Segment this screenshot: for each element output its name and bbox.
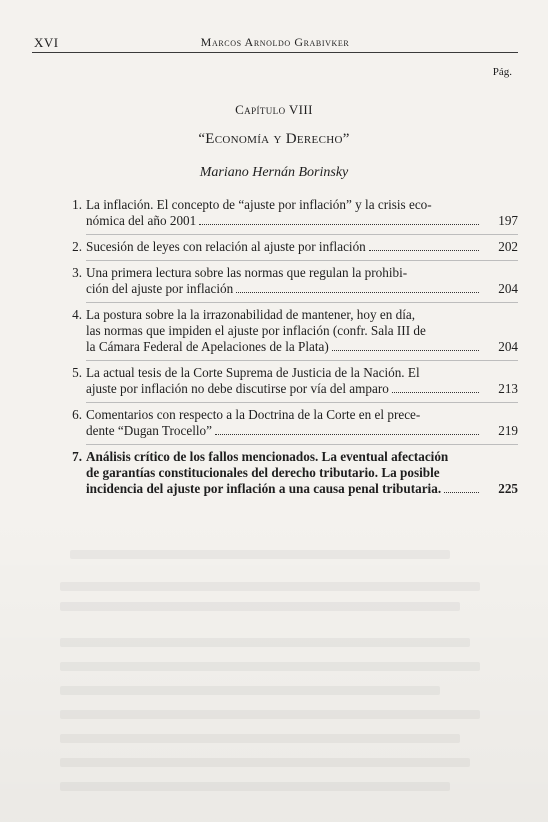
toc-entry-text: La postura sobre la la irrazonabilidad de mantener, hoy en día,: [86, 307, 416, 322]
dot-leader: [444, 491, 479, 493]
dot-leader: [215, 433, 479, 435]
running-head-author: Marcos Arnoldo Grabivker: [200, 35, 350, 49]
table-of-contents: [58, 197, 518, 502]
toc-entry-number: 7.: [72, 449, 82, 464]
toc-entry-number: 1.: [72, 197, 82, 212]
toc-entry-text: nómica del año 2001: [86, 213, 197, 228]
toc-entry-page: 213: [498, 381, 518, 396]
toc-entry-number: 4.: [72, 307, 82, 322]
toc-separator: [86, 234, 518, 235]
toc-entry[interactable]: [58, 197, 518, 229]
toc-entry-text: Análisis crítico de los fallos mencionados. La eventual afectación: [86, 449, 449, 464]
toc-entry[interactable]: [58, 265, 518, 297]
toc-entry[interactable]: [58, 365, 518, 397]
dot-leader: [392, 391, 479, 393]
toc-entry-text: de garantías constitucionales del derecho tributario. La posible: [86, 465, 440, 480]
toc-entry[interactable]: [58, 239, 518, 255]
toc-entry-number: 3.: [72, 265, 82, 280]
toc-separator: [86, 360, 518, 361]
toc-entry-text: ción del ajuste por inflación: [86, 281, 234, 296]
toc-entry-page: 219: [498, 423, 518, 438]
toc-entry[interactable]: [58, 307, 518, 355]
toc-entry-text: Una primera lectura sobre las normas que regulan la prohibi-: [86, 265, 408, 280]
toc-entry-page: 197: [498, 213, 518, 228]
chapter-title: “Economía y Derecho”: [198, 131, 350, 147]
chapter-author: Mariano Hernán Borinsky: [199, 165, 349, 180]
toc-entry-text: dente “Dugan Trocello”: [86, 423, 212, 438]
toc-entry[interactable]: [58, 449, 518, 497]
chapter-label: Capítulo VIII: [235, 102, 313, 117]
pag-column-label: Pág.: [492, 66, 512, 78]
toc-entry-text: la Cámara Federal de Apelaciones de la Plata): [86, 339, 329, 354]
toc-entry[interactable]: [58, 407, 518, 439]
dot-leader: [369, 249, 479, 251]
page-number: XVI: [34, 35, 59, 50]
toc-entry-text: Comentarios con respecto a la Doctrina de la Corte en el prece-: [86, 407, 421, 422]
toc-separator: [86, 302, 518, 303]
toc-separator: [86, 260, 518, 261]
toc-entry-text: La actual tesis de la Corte Suprema de Justicia de la Nación. El: [86, 365, 420, 380]
running-head: [32, 32, 518, 53]
toc-entry-page: 204: [498, 339, 518, 354]
dot-leader: [199, 223, 479, 225]
toc-entry-text: las normas que impiden el ajuste por inflación (confr. Sala III de: [86, 323, 426, 338]
toc-separator: [86, 402, 518, 403]
show-through-background: [0, 510, 548, 822]
toc-entry-number: 5.: [72, 365, 82, 380]
toc-entry-page: 204: [498, 281, 518, 296]
toc-entry-text: Sucesión de leyes con relación al ajuste por inflación: [86, 239, 366, 254]
toc-entry-number: 2.: [72, 239, 82, 254]
dot-leader: [332, 349, 479, 351]
toc-entry-number: 6.: [72, 407, 82, 422]
toc-entry-page: 202: [498, 239, 518, 254]
toc-entry-page: 225: [498, 481, 518, 496]
toc-entry-text: La inflación. El concepto de “ajuste por inflación” y la crisis eco-: [86, 197, 432, 212]
toc-separator: [86, 444, 518, 445]
toc-entry-text: incidencia del ajuste por inflación a una causa penal tributaria.: [86, 481, 442, 496]
dot-leader: [236, 291, 479, 293]
toc-entry-text: ajuste por inflación no debe discutirse por vía del amparo: [86, 381, 389, 396]
